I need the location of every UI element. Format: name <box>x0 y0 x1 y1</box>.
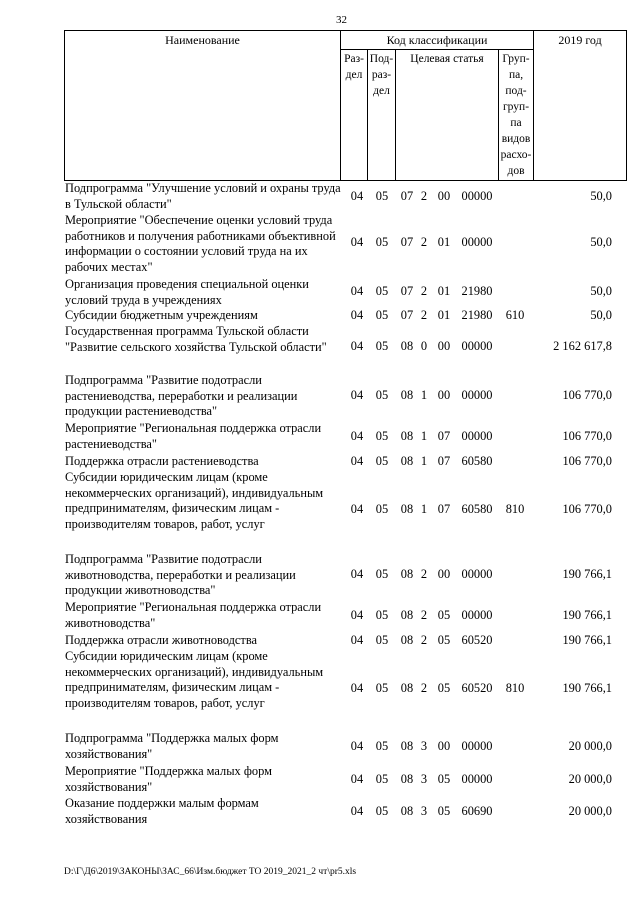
row-celevaya-part: 05 <box>437 681 451 695</box>
row-podrazdel: 05 <box>375 308 389 322</box>
row-podrazdel: 05 <box>375 681 389 695</box>
row-celevaya-part: 07 <box>400 235 414 249</box>
row-celevaya-part: 08 <box>400 429 414 443</box>
row-celevaya-part: 1 <box>420 502 428 516</box>
row-sum: 190 766,1 <box>562 633 612 647</box>
row-sum: 20 000,0 <box>568 804 612 818</box>
row-sum: 20 000,0 <box>568 772 612 786</box>
row-celevaya-part: 00000 <box>461 388 493 402</box>
row-celevaya-part: 08 <box>400 339 414 353</box>
row-celevaya-part: 00000 <box>461 567 493 581</box>
page-number: 32 <box>336 14 347 26</box>
row-celevaya-part: 00000 <box>461 235 493 249</box>
row-celevaya-part: 00 <box>437 739 451 753</box>
row-celevaya-part: 08 <box>400 772 414 786</box>
row-podrazdel: 05 <box>375 189 389 203</box>
row-celevaya-part: 60580 <box>461 502 493 516</box>
row-celevaya-part: 05 <box>437 804 451 818</box>
row-razdel: 04 <box>350 339 364 353</box>
row-vid-rashodov: 810 <box>505 681 525 695</box>
row-celevaya-part: 01 <box>437 235 451 249</box>
row-celevaya-part: 3 <box>420 804 428 818</box>
row-celevaya-part: 05 <box>437 608 451 622</box>
row-celevaya-part: 05 <box>437 633 451 647</box>
row-celevaya-part: 2 <box>420 284 428 298</box>
row-celevaya-part: 08 <box>400 739 414 753</box>
row-sum: 20 000,0 <box>568 739 612 753</box>
row-podrazdel: 05 <box>375 235 389 249</box>
row-celevaya-part: 00 <box>437 567 451 581</box>
row-celevaya-part: 08 <box>400 454 414 468</box>
row-sum: 50,0 <box>590 235 612 249</box>
row-razdel: 04 <box>350 235 364 249</box>
row-celevaya-part: 01 <box>437 284 451 298</box>
row-podrazdel: 05 <box>375 567 389 581</box>
row-celevaya-part: 60520 <box>461 681 493 695</box>
table-header <box>64 30 626 178</box>
row-sum: 106 770,0 <box>562 429 612 443</box>
row-celevaya-part: 08 <box>400 681 414 695</box>
header-gruppa: Груп- па, под- груп- па видов расхо- дов <box>499 50 534 181</box>
row-name: Поддержка отрасли растениеводства <box>65 454 259 468</box>
row-name: Субсидии юридическим лицам (кроме некоммерческих организаций), индивидуальным предпринимателям, физическим лицам - производителям товаров, работ, услуг <box>65 470 324 531</box>
row-razdel: 04 <box>350 681 364 695</box>
header-year: 2019 год <box>534 31 627 181</box>
row-celevaya-part: 08 <box>400 502 414 516</box>
row-celevaya-part: 08 <box>400 608 414 622</box>
row-celevaya-part: 2 <box>420 567 428 581</box>
row-razdel: 04 <box>350 454 364 468</box>
row-sum: 2 162 617,8 <box>553 339 612 353</box>
row-celevaya-part: 08 <box>400 633 414 647</box>
row-podrazdel: 05 <box>375 608 389 622</box>
row-razdel: 04 <box>350 804 364 818</box>
row-name: Подпрограмма "Развитие подотрасли растениеводства, переработки и реализации продукции растениеводства" <box>65 373 298 418</box>
row-celevaya-part: 00 <box>437 339 451 353</box>
row-sum: 190 766,1 <box>562 567 612 581</box>
row-celevaya-part: 1 <box>420 454 428 468</box>
row-razdel: 04 <box>350 502 364 516</box>
row-sum: 50,0 <box>590 308 612 322</box>
row-celevaya-part: 08 <box>400 804 414 818</box>
row-razdel: 04 <box>350 608 364 622</box>
row-celevaya-part: 2 <box>420 308 428 322</box>
row-sum: 50,0 <box>590 284 612 298</box>
row-podrazdel: 05 <box>375 339 389 353</box>
row-podrazdel: 05 <box>375 804 389 818</box>
row-celevaya-part: 00000 <box>461 339 493 353</box>
row-vid-rashodov: 810 <box>505 502 525 516</box>
row-name: Мероприятие "Региональная поддержка отрасли животноводства" <box>65 600 322 630</box>
row-celevaya-part: 2 <box>420 235 428 249</box>
row-celevaya-part: 60580 <box>461 454 493 468</box>
row-celevaya-part: 07 <box>400 308 414 322</box>
row-name: Организация проведения специальной оценки условий труда в учреждениях <box>65 277 309 307</box>
row-name: Государственная программа Тульской области "Развитие сельского хозяйства Тульской области" <box>65 324 327 354</box>
row-podrazdel: 05 <box>375 388 389 402</box>
row-podrazdel: 05 <box>375 633 389 647</box>
row-celevaya-part: 07 <box>437 502 451 516</box>
row-celevaya-part: 60520 <box>461 633 493 647</box>
row-celevaya-part: 3 <box>420 739 428 753</box>
row-name: Оказание поддержки малым формам хозяйствования <box>65 796 259 826</box>
row-celevaya-part: 00000 <box>461 189 493 203</box>
row-celevaya-part: 21980 <box>461 284 493 298</box>
row-celevaya-part: 00000 <box>461 772 493 786</box>
row-razdel: 04 <box>350 388 364 402</box>
row-podrazdel: 05 <box>375 429 389 443</box>
row-podrazdel: 05 <box>375 502 389 516</box>
row-celevaya-part: 2 <box>420 189 428 203</box>
row-razdel: 04 <box>350 772 364 786</box>
row-sum: 190 766,1 <box>562 608 612 622</box>
row-celevaya-part: 2 <box>420 681 428 695</box>
header-podrazdel: Под- раз- дел <box>368 50 396 181</box>
footer-file-path: D:\Г\Д6\2019\ЗАКОНЫ\ЗАС_66\Изм.бюджет ТО 2019_2021_2 чт\pr5.xls <box>64 867 357 877</box>
row-celevaya-part: 08 <box>400 567 414 581</box>
row-podrazdel: 05 <box>375 739 389 753</box>
row-sum: 190 766,1 <box>562 681 612 695</box>
row-razdel: 04 <box>350 633 364 647</box>
row-sum: 106 770,0 <box>562 502 612 516</box>
row-podrazdel: 05 <box>375 772 389 786</box>
row-razdel: 04 <box>350 739 364 753</box>
row-celevaya-part: 07 <box>400 189 414 203</box>
row-name: Субсидии юридическим лицам (кроме некоммерческих организаций), индивидуальным предпринимателям, физическим лицам - производителям товаров, работ, услуг <box>65 649 324 710</box>
row-name: Мероприятие "Поддержка малых форм хозяйствования" <box>65 764 272 794</box>
row-podrazdel: 05 <box>375 284 389 298</box>
row-celevaya-part: 05 <box>437 772 451 786</box>
row-razdel: 04 <box>350 189 364 203</box>
row-celevaya-part: 2 <box>420 633 428 647</box>
row-razdel: 04 <box>350 308 364 322</box>
row-celevaya-part: 0 <box>420 339 428 353</box>
row-sum: 50,0 <box>590 189 612 203</box>
row-name: Субсидии бюджетным учреждениям <box>65 308 258 322</box>
row-podrazdel: 05 <box>375 454 389 468</box>
row-sum: 106 770,0 <box>562 454 612 468</box>
row-razdel: 04 <box>350 284 364 298</box>
row-name: Подпрограмма "Развитие подотрасли животноводства, переработки и реализации продукции животноводства" <box>65 552 296 597</box>
row-celevaya-part: 3 <box>420 772 428 786</box>
row-razdel: 04 <box>350 567 364 581</box>
row-celevaya-part: 2 <box>420 608 428 622</box>
header-name: Наименование <box>65 31 341 181</box>
row-celevaya-part: 21980 <box>461 308 493 322</box>
header-classification: Код классификации <box>341 31 534 50</box>
row-celevaya-part: 08 <box>400 388 414 402</box>
row-name: Подпрограмма "Улучшение условий и охраны труда в Тульской области" <box>65 181 341 211</box>
row-name: Поддержка отрасли животноводства <box>65 633 258 647</box>
row-celevaya-part: 1 <box>420 429 428 443</box>
row-celevaya-part: 01 <box>437 308 451 322</box>
row-name: Подпрограмма "Поддержка малых форм хозяйствования" <box>65 731 279 761</box>
row-celevaya-part: 00000 <box>461 739 493 753</box>
row-name: Мероприятие "Региональная поддержка отрасли растениеводства" <box>65 421 322 451</box>
row-celevaya-part: 60690 <box>461 804 493 818</box>
header-celevaya: Целевая статья <box>396 50 499 181</box>
row-name: Мероприятие "Обеспечение оценки условий труда работников и получения работниками объективной информации о состоянии условий труда на их рабочих местах" <box>65 213 336 274</box>
row-celevaya-part: 07 <box>437 454 451 468</box>
row-celevaya-part: 00 <box>437 388 451 402</box>
row-razdel: 04 <box>350 429 364 443</box>
header-razdel: Раз- дел <box>341 50 368 181</box>
row-sum: 106 770,0 <box>562 388 612 402</box>
row-celevaya-part: 00000 <box>461 429 493 443</box>
row-celevaya-part: 00000 <box>461 608 493 622</box>
row-vid-rashodov: 610 <box>505 308 525 322</box>
row-celevaya-part: 1 <box>420 388 428 402</box>
row-celevaya-part: 07 <box>437 429 451 443</box>
row-celevaya-part: 07 <box>400 284 414 298</box>
row-celevaya-part: 00 <box>437 189 451 203</box>
